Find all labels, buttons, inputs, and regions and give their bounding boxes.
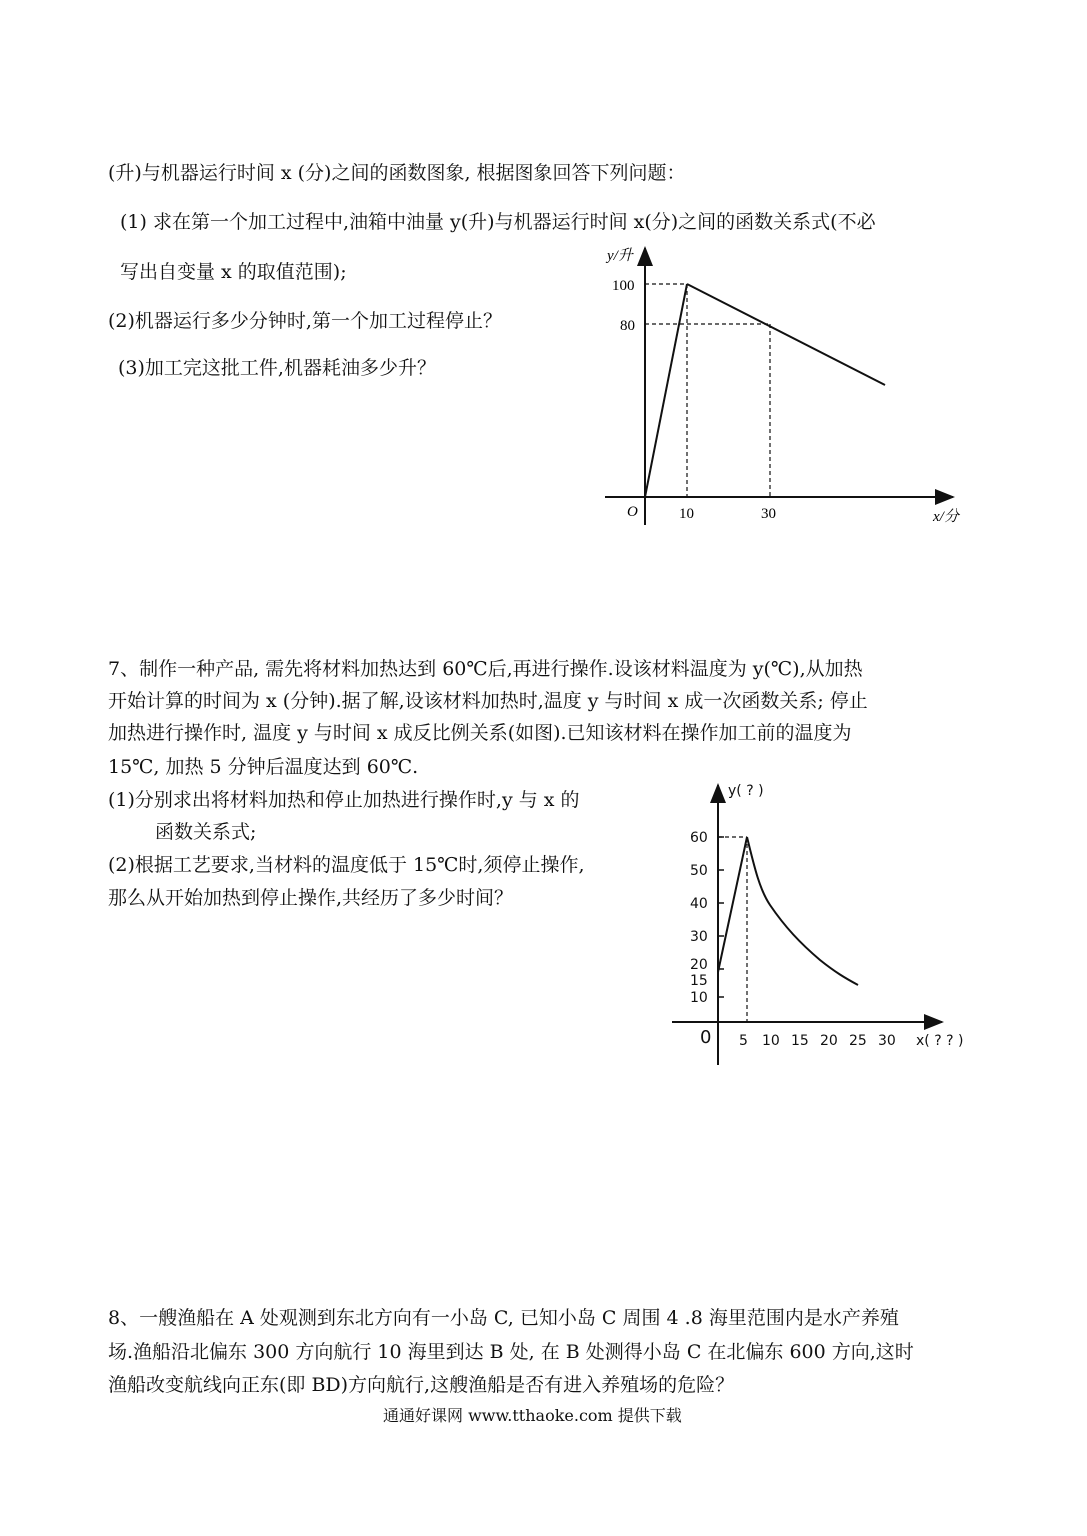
- q6-falling-segment: [687, 284, 885, 385]
- q7-heating-segment: [718, 837, 747, 972]
- q6-y-axis-label: y/升: [607, 248, 633, 264]
- q7-text-line-3: 加热进行操作时, 温度 y 与时间 x 成反比例关系(如图).已知该材料在操作加工前的温度为: [108, 722, 852, 744]
- q7-y-tick-60: 60: [690, 830, 708, 846]
- q6-text-line-1: (升)与机器运行时间 x (分)之间的函数图象, 根据图象回答下列问题：: [108, 162, 686, 184]
- q7-x-tick-15: 15: [791, 1033, 809, 1049]
- q7-x-tick-30: 30: [878, 1033, 896, 1049]
- q6-y-tick-80: 80: [620, 318, 635, 334]
- page-footer: 通通好课网 www.tthaoke.com 提供下载: [383, 1406, 682, 1425]
- q7-x-axis-label: x( ? ? ): [916, 1033, 964, 1049]
- q7-x-tick-10: 10: [762, 1033, 780, 1049]
- q8-text-line-1: 8、一艘渔船在 A 处观测到东北方向有一小岛 C, 已知小岛 C 周围 4 .8 海里范围内是水产养殖: [108, 1307, 899, 1329]
- q7-y-tick-20: 20: [690, 957, 708, 973]
- q7-origin-label: 0: [700, 1027, 712, 1048]
- q7-y-tick-15: 15: [690, 973, 708, 989]
- q6-x-axis-label: x/分: [933, 509, 959, 525]
- q7-sub1-line-1: (1)分别求出将材料加热和停止加热进行操作时,y 与 x 的: [108, 789, 580, 811]
- q7-temperature-graph: [660, 775, 1000, 1075]
- q7-sub2-line-2: 那么从开始加热到停止操作,共经历了多少时间？: [108, 887, 514, 909]
- q7-sub2-line-1: (2)根据工艺要求,当材料的温度低于 15℃时,须停止操作,: [108, 854, 585, 876]
- q6-sub3: (3)加工完这批工件,机器耗油多少升？: [118, 357, 436, 379]
- q7-text-line-2: 开始计算的时间为 x (分钟).据了解,设该材料加热时,温度 y 与时间 x 成一次函数关系; 停止: [108, 690, 868, 712]
- q7-cooling-curve: [747, 837, 858, 985]
- q7-y-tick-10: 10: [690, 990, 708, 1006]
- q8-text-line-2: 场.渔船沿北偏东 300 方向航行 10 海里到达 B 处, 在 B 处测得小岛 C 在北偏东 600 方向,这时: [108, 1341, 914, 1363]
- q6-sub1-line-1: (1) 求在第一个加工过程中,油箱中油量 y(升)与机器运行时间 x(分)之间的函数关系式(不必: [120, 211, 876, 233]
- q6-fuel-graph: [595, 240, 975, 540]
- q7-y-tick-50: 50: [690, 863, 708, 879]
- q7-y-tick-30: 30: [690, 929, 708, 945]
- q7-text-line-4: 15℃, 加热 5 分钟后温度达到 60℃.: [108, 756, 419, 778]
- q7-sub1-line-2: 函数关系式;: [155, 821, 257, 843]
- q6-sub2: (2)机器运行多少分钟时,第一个加工过程停止？: [108, 310, 502, 332]
- q7-text-line-1: 7、制作一种产品, 需先将材料加热达到 60℃后,再进行操作.设该材料温度为 y(℃),从加热: [108, 658, 863, 680]
- q6-x-tick-30: 30: [761, 506, 776, 522]
- q7-y-tick-40: 40: [690, 896, 708, 912]
- q7-x-tick-25: 25: [849, 1033, 867, 1049]
- q8-text-line-3: 渔船改变航线向正东(即 BD)方向航行,这艘渔船是否有进入养殖场的危险？: [108, 1374, 735, 1396]
- q7-x-tick-20: 20: [820, 1033, 838, 1049]
- q6-y-tick-100: 100: [612, 278, 635, 294]
- q7-x-tick-5: 5: [739, 1033, 748, 1049]
- q6-sub1-line-2: 写出自变量 x 的取值范围);: [120, 261, 347, 283]
- q6-x-tick-10: 10: [679, 506, 694, 522]
- q6-origin-label: O: [627, 504, 638, 520]
- q7-y-axis-label: y( ? ): [728, 783, 764, 799]
- q6-rising-segment: [645, 284, 687, 497]
